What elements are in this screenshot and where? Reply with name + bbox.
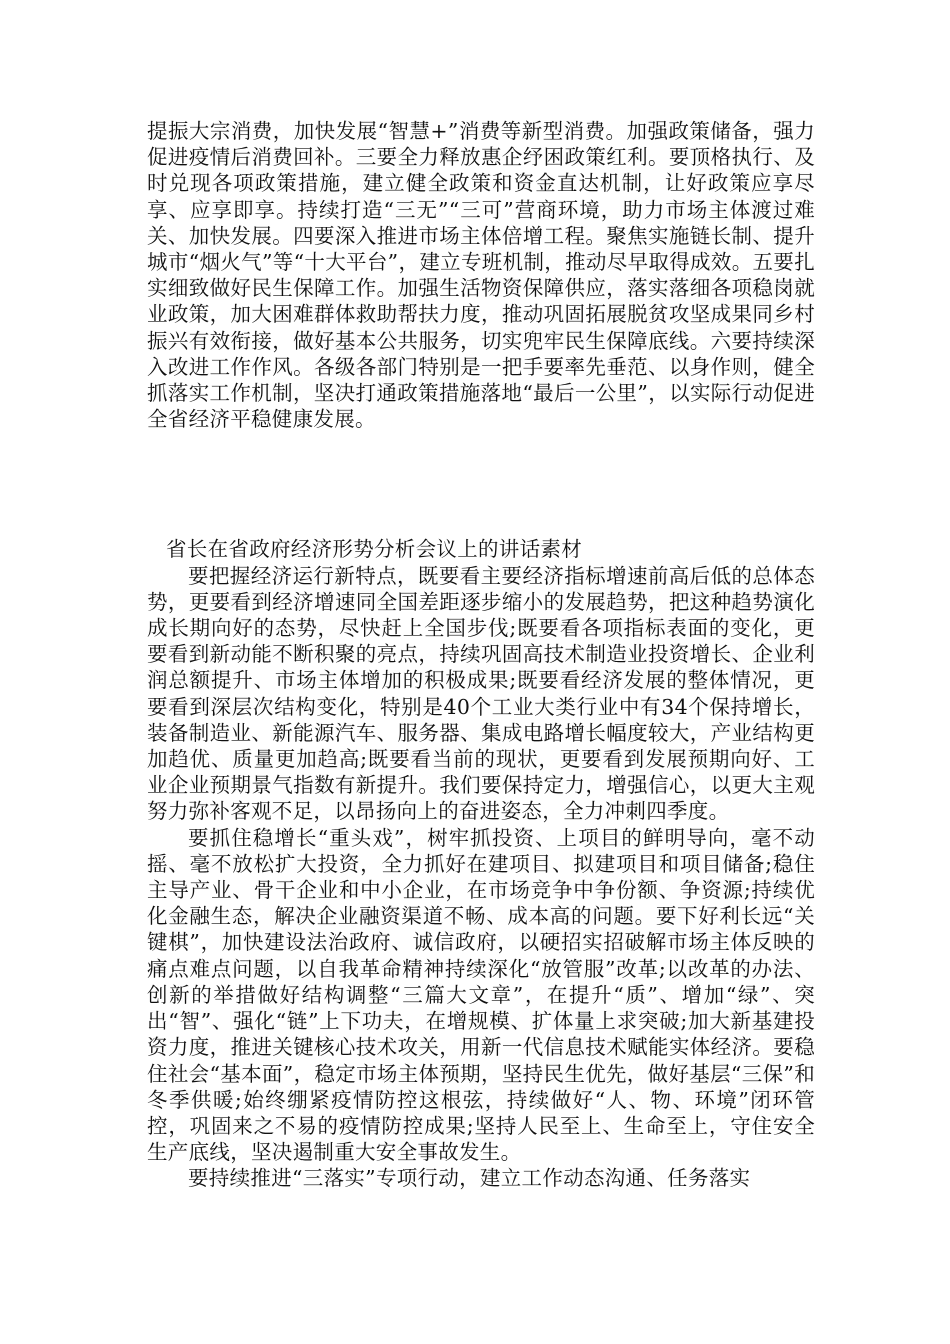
section-spacer	[147, 432, 815, 536]
body-paragraph-1: 要把握经济运行新特点，既要看主要经济指标增速前高后低的总体态势，更要看到经济增速同全国差距逐步缩小的发展趋势，把这种趋势演化成长期向好的态势，尽快赶上全国步伐;既要看各项指标表面的变化，更要看到新动能不断积聚的亮点，持续巩固高技术制造业投资增长、企业利润总额提升、市场主体增加的积极成果;既要看经济发展的整体情况，更要看到深层次结构变化，特别是40个工业大类行业中有34个保持增长，装备制造业、新能源汽车、服务器、集成电路增长幅度较大，产业结构更加趋优、质量更加趋高;既要看当前的现状，更要看到发展预期向好、工业企业预期景气指数有新提升。我们要保持定力，增强信心，以更大主观努力弥补客观不足，以昂扬向上的奋进姿态，全力冲刺四季度。	[147, 563, 815, 824]
section-title: 省长在省政府经济形势分析会议上的讲话素材	[166, 537, 582, 562]
body-paragraph-2: 要抓住稳增长“重头戏”，树牢抓投资、上项目的鲜明导向，毫不动摇、毫不放松扩大投资，全力抓好在建项目、拟建项目和项目储备;稳住主导产业、骨干企业和中小企业，在市场竞争中争份额、争资源;持续优化金融生态，解决企业融资渠道不畅、成本高的问题。要下好利长远“关键棋”，加快建设法治政府、诚信政府，以硬招实招破解市场主体反映的痛点难点问题，以自我革命精神持续深化“放管服”改革;以改革的办法、创新的举措做好结构调整“三篇大文章”，在提升“质”、增加“绿”、突出“智”、强化“链”上下功夫，在增规模、扩体量上求突破;加大新基建投资力度，推进关键核心技术攻关，用新一代信息技术赋能实体经济。要稳住社会“基本面”，稳定市场主体预期，坚持民生优先，做好基层“三保”和冬季供暖;始终绷紧疫情防控这根弦，持续做好“人、物、环境”闭环管控，巩固来之不易的疫情防控成果;坚持人民至上、生命至上，守住安全生产底线，坚决遏制重大安全事故发生。	[147, 825, 815, 1165]
document-page	[147, 118, 815, 1192]
continued-paragraph: 提振大宗消费，加快发展“智慧+”消费等新型消费。加强政策储备，强力促进疫情后消费回补。三要全力释放惠企纾困政策红利。要顶格执行、及时兑现各项政策措施，建立健全政策和资金直达机制，让好政策应享尽享、应享即享。持续打造“三无”“三可”营商环境，助力市场主体渡过难关、加快发展。四要深入推进市场主体倍增工程。聚焦实施链长制、提升城市“烟火气”等“十大平台”，建立专班机制，推动尽早取得成效。五要扎实细致做好民生保障工作。加强生活物资保障供应，落实落细各项稳岗就业政策，加大困难群体救助帮扶力度，推动巩固拓展脱贫攻坚成果同乡村振兴有效衔接，做好基本公共服务，切实兜牢民生保障底线。六要持续深入改进工作作风。各级各部门特别是一把手要率先垂范、以身作则，健全抓落实工作机制，坚决打通政策措施落地“最后一公里”，以实际行动促进全省经济平稳健康发展。	[147, 119, 815, 432]
body-paragraph-3: 要持续推进“三落实”专项行动，建立工作动态沟通、任务落实	[188, 1166, 751, 1191]
